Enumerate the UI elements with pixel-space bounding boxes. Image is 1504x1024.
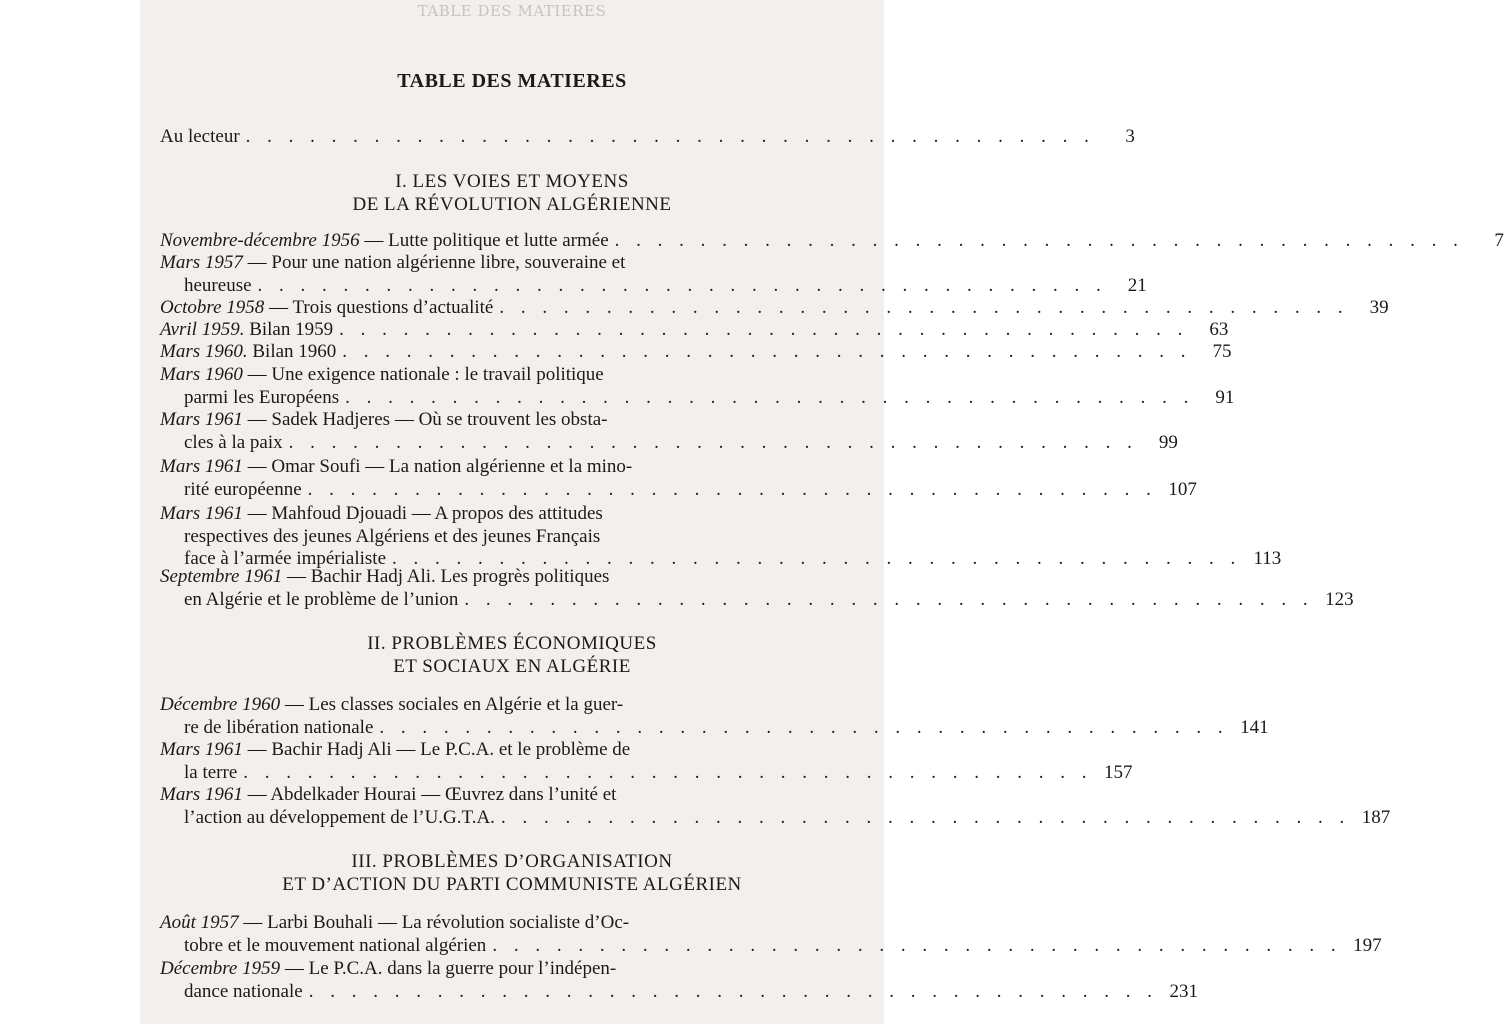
entry-date: Mars 1961	[160, 456, 243, 477]
entry-date: Mars 1960.	[160, 341, 248, 362]
section-heading-line: III. PROBLÈMES D’ORGANISATION	[351, 851, 673, 872]
entry-title: — Larbi Bouhali — La révolution socialiste d’Oc-	[243, 912, 630, 933]
page-number: 141	[1240, 716, 1269, 738]
entry-title: — Trois questions d’actualité	[269, 297, 494, 318]
toc-entry	[160, 456, 1197, 501]
page-number: 91	[1215, 386, 1235, 408]
entry-title: — Pour une nation algérienne libre, souveraine et	[247, 252, 626, 273]
bleed-through-text: TABLE DES MATIERES	[417, 2, 607, 20]
toc-entry-line	[160, 503, 858, 526]
leader-dots: . . . . . . . . . . . . . . . . . . . . . . . . . . . . . . . . . . . . . . . .	[308, 980, 1158, 1002]
page-number: 197	[1353, 934, 1382, 956]
toc-entry	[160, 341, 1232, 364]
book-page	[140, 0, 1504, 1024]
toc-entry-line	[160, 806, 1391, 830]
toc-entry-line	[160, 456, 858, 479]
entry-date: Avril 1959.	[160, 319, 245, 340]
entry-title: — Abdelkader Hourai — Œuvrez dans l’unité et	[247, 784, 617, 805]
entry-title: l’action au développement de l’U.G.T.A.	[184, 806, 495, 828]
toc-entry	[160, 364, 1235, 409]
toc-entry-line	[160, 431, 1178, 455]
section-heading-line: ET SOCIAUX EN ALGÉRIE	[393, 656, 631, 677]
leader-dots: . . . . . . . . . . . . . . . . . . . . . . . . . . . . . . . . . . . . . . . .	[339, 319, 1189, 340]
entry-date: Mars 1961	[160, 739, 243, 760]
leader-dots: . . . . . . . . . . . . . . . . . . . . . . . . . . . . . . . . . . . . . . . .	[379, 716, 1229, 738]
entry-title: — Mahfoud Djouadi — A propos des attitudes	[247, 503, 603, 524]
page-number: 75	[1212, 341, 1232, 362]
toc-entry	[160, 694, 1269, 739]
toc-entry-line	[160, 566, 858, 589]
entry-date: Décembre 1960	[160, 694, 281, 715]
entry-date: Décembre 1959	[160, 958, 281, 979]
toc-entry-line	[160, 341, 1232, 364]
toc-entry-line	[160, 588, 1354, 612]
section-heading-line: DE LA RÉVOLUTION ALGÉRIENNE	[352, 194, 672, 215]
toc-entry	[160, 566, 1354, 611]
page-number: 7	[1494, 230, 1504, 251]
entry-title: heureuse	[184, 274, 252, 296]
section-heading	[140, 170, 884, 216]
toc-entry-line	[160, 694, 858, 717]
toc-entry	[160, 409, 1178, 454]
toc-entry-line	[160, 980, 1198, 1004]
leader-dots: . . . . . . . . . . . . . . . . . . . . . . . . . . . . . . . . . . . . . . . .	[345, 386, 1195, 408]
page-number: 157	[1104, 761, 1133, 783]
leader-dots: . . . . . . . . . . . . . . . . . . . . . . . . . . . . . . . . . . . . . . . .	[392, 548, 1242, 569]
toc-entry-line	[160, 364, 858, 387]
toc-entry	[160, 784, 1391, 829]
page-number: 21	[1127, 274, 1147, 296]
entry-title: parmi les Européens	[184, 386, 340, 408]
toc-entry-line	[160, 252, 858, 275]
toc-entry-line	[160, 526, 858, 549]
leader-dots: . . . . . . . . . . . . . . . . . . . . . . . . . . . . . . . . . . . . . . . .	[245, 126, 1095, 147]
page-number: 113	[1253, 548, 1282, 569]
toc-entry-line	[160, 319, 1229, 342]
toc-entry	[160, 297, 1389, 320]
leader-dots: . . . . . . . . . . . . . . . . . . . . . . . . . . . . . . . . . . . . . . . .	[499, 297, 1349, 318]
entry-date: Mars 1961	[160, 784, 243, 805]
page-number: 107	[1168, 478, 1197, 500]
entry-title: face à l’armée impérialiste	[184, 548, 387, 569]
entry-title: dance nationale	[184, 980, 303, 1002]
page-number: 123	[1325, 588, 1354, 610]
toc-entry-line	[160, 478, 1197, 502]
entry-date: Août 1957	[160, 912, 239, 933]
toc-entry	[160, 252, 1147, 297]
page-number: 3	[1125, 126, 1135, 147]
toc-entry-line	[160, 126, 1135, 149]
toc-entry-line	[160, 230, 1504, 253]
toc-entry-line	[160, 386, 1235, 410]
leader-dots: . . . . . . . . . . . . . . . . . . . . . . . . . . . . . . . . . . . . . . . .	[243, 761, 1093, 783]
toc-entry	[160, 230, 1504, 253]
entry-date: Mars 1961	[160, 503, 243, 524]
page-number: 99	[1158, 431, 1178, 453]
entry-title: — Une exigence nationale : le travail politique	[247, 364, 604, 385]
toc-entry	[160, 503, 1282, 571]
page-number: 231	[1169, 980, 1198, 1002]
leader-dots: . . . . . . . . . . . . . . . . . . . . . . . . . . . . . . . . . . . . . . . .	[464, 588, 1314, 610]
toc-entry-line	[160, 409, 858, 432]
entry-date: Novembre-décembre 1956	[160, 230, 360, 251]
entry-title: — Bachir Hadj Ali — Le P.C.A. et le problème de	[247, 739, 631, 760]
entry-date: Mars 1960	[160, 364, 243, 385]
toc-entry-line	[160, 739, 858, 762]
entry-date: Mars 1961	[160, 409, 243, 430]
toc-entry-line	[160, 912, 858, 935]
page-title: TABLE DES MATIERES	[397, 70, 627, 92]
section-heading	[140, 632, 884, 678]
section-heading	[140, 850, 884, 896]
entry-title: — Sadek Hadjeres — Où se trouvent les obsta-	[247, 409, 608, 430]
entry-date: Septembre 1961	[160, 566, 283, 587]
entry-title: Bilan 1959	[249, 319, 334, 340]
toc-entry	[160, 739, 1133, 784]
entry-title: — Les classes sociales en Algérie et la guer-	[284, 694, 624, 715]
toc-entry-line	[160, 761, 1133, 785]
leader-dots: . . . . . . . . . . . . . . . . . . . . . . . . . . . . . . . . . . . . . . . .	[614, 230, 1464, 251]
entry-title: — Lutte politique et lutte armée	[364, 230, 609, 251]
entry-title: cles à la paix	[184, 431, 283, 453]
toc-entry-line	[160, 274, 1147, 298]
leader-dots: . . . . . . . . . . . . . . . . . . . . . . . . . . . . . . . . . . . . . . . .	[342, 341, 1192, 362]
page-number: 187	[1361, 806, 1391, 828]
toc-entry-line	[160, 958, 858, 981]
entry-date: Mars 1957	[160, 252, 243, 273]
page-number: 63	[1209, 319, 1229, 340]
entry-title: — Le P.C.A. dans la guerre pour l’indépen-	[284, 958, 617, 979]
entry-title: Bilan 1960	[252, 341, 337, 362]
entry-title: respectives des jeunes Algériens et des jeunes Français	[184, 525, 601, 547]
leader-dots: . . . . . . . . . . . . . . . . . . . . . . . . . . . . . . . . . . . . . . . .	[257, 274, 1107, 296]
toc-entry	[160, 958, 1198, 1003]
entry-title: re de libération nationale	[184, 716, 374, 738]
entry-title: la terre	[184, 761, 238, 783]
section-heading-line: II. PROBLÈMES ÉCONOMIQUES	[367, 633, 657, 654]
page-number: 39	[1369, 297, 1389, 318]
entry-title: — Bachir Hadj Ali. Les progrès politiques	[287, 566, 610, 587]
toc-entry-line	[160, 716, 1269, 740]
toc-entry-line	[160, 297, 1389, 320]
entry-title: Au lecteur	[160, 126, 240, 147]
entry-date: Octobre 1958	[160, 297, 265, 318]
toc-entry	[160, 912, 1382, 957]
toc-entry-line	[160, 934, 1382, 958]
entry-title: — Omar Soufi — La nation algérienne et la mino-	[247, 456, 633, 477]
leader-dots: . . . . . . . . . . . . . . . . . . . . . . . . . . . . . . . . . . . . . . . .	[492, 934, 1342, 956]
section-heading-line: I. LES VOIES ET MOYENS	[395, 171, 629, 192]
section-heading-line: ET D’ACTION DU PARTI COMMUNISTE ALGÉRIEN	[282, 874, 742, 895]
entry-title: tobre et le mouvement national algérien	[184, 934, 487, 956]
entry-title: rité européenne	[184, 478, 302, 500]
leader-dots: . . . . . . . . . . . . . . . . . . . . . . . . . . . . . . . . . . . . . . . .	[500, 806, 1351, 828]
toc-entry	[160, 319, 1229, 342]
leader-dots: . . . . . . . . . . . . . . . . . . . . . . . . . . . . . . . . . . . . . . . .	[307, 478, 1157, 500]
toc-entry-intro	[160, 126, 1135, 149]
leader-dots: . . . . . . . . . . . . . . . . . . . . . . . . . . . . . . . . . . . . . . . .	[288, 431, 1138, 453]
entry-title: en Algérie et le problème de l’union	[184, 588, 459, 610]
toc-entry-line	[160, 784, 858, 807]
